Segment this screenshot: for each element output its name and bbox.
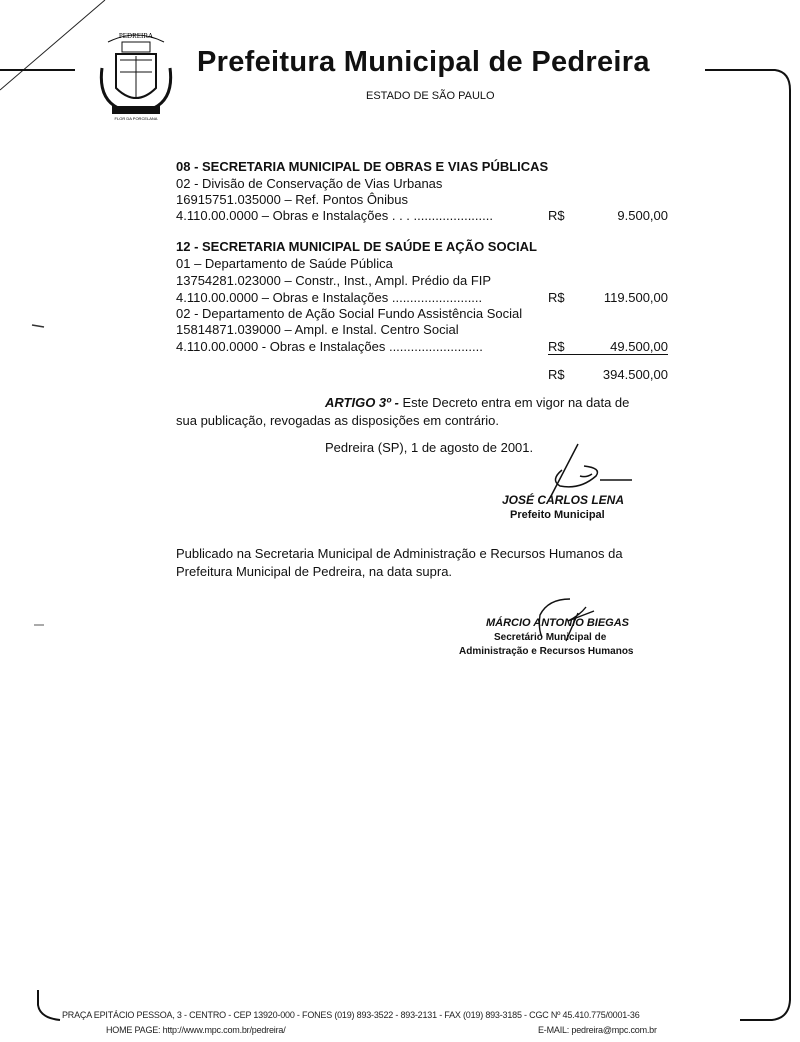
total-currency: R$ (548, 367, 565, 382)
section-heading: 12 - SECRETARIA MUNICIPAL DE SAÚDE E AÇÃO SOCIAL (176, 239, 537, 254)
section-heading: 08 - SECRETARIA MUNICIPAL DE OBRAS E VIAS PÚBLICAS (176, 159, 549, 174)
department-line: 02 - Departamento de Ação Social Fundo Assistência Social (176, 306, 523, 321)
item-line: 4.110.00.0000 - Obras e Instalações .......................... (176, 339, 483, 354)
artigo-label: ARTIGO 3º - (325, 395, 399, 410)
footer-email: E-MAIL: pedreira@mpc.com.br (538, 1025, 657, 1035)
mayor-name: JOSÉ CARLOS LENA (502, 493, 625, 507)
artigo-text: Este Decreto entra em vigor na data de (402, 395, 630, 410)
secretary-role: Administração e Recursos Humanos (459, 646, 634, 657)
item-line: 4.110.00.0000 – Obras e Instalações ......................... (176, 290, 483, 305)
sum-rule (548, 354, 668, 355)
currency: R$ (548, 339, 565, 354)
publication-text: Publicado na Secretaria Municipal de Administração e Recursos Humanos da (176, 546, 623, 561)
department-line: 01 – Departamento de Saúde Pública (176, 256, 393, 271)
item-line: 4.110.00.0000 – Obras e Instalações . . . ...................... (176, 208, 493, 223)
amount: 119.500,00 (603, 290, 668, 305)
svg-text:FLOR DA PORCELANA: FLOR DA PORCELANA (114, 116, 158, 121)
state-subtitle: ESTADO DE SÃO PAULO (366, 90, 495, 102)
secretary-role: Secretário Municipal de (494, 632, 607, 643)
currency: R$ (548, 208, 565, 223)
artigo-text: sua publicação, revogadas as disposições em contrário. (176, 413, 500, 428)
page-title: Prefeitura Municipal de Pedreira (197, 46, 650, 78)
project-line: 16915751.035000 – Ref. Pontos Ônibus (176, 192, 409, 207)
svg-text:PEDREIRA: PEDREIRA (118, 32, 154, 40)
project-line: 15814871.039000 – Ampl. e Instal. Centro Social (176, 322, 459, 337)
currency: R$ (548, 290, 565, 305)
amount: 9.500,00 (617, 208, 668, 223)
mayor-role: Prefeito Municipal (510, 509, 605, 521)
signature-mayor (540, 440, 640, 500)
footer-address: PRAÇA EPITÁCIO PESSOA, 3 - CENTRO - CEP 13920-000 - FONES (019) 893-3522 - 893-2131 - FAX (019) 893-3185 - CGC Nº 45.410.775/0001-36 (62, 1010, 640, 1020)
division-line: 02 - Divisão de Conservação de Vias Urbanas (176, 176, 443, 191)
amount: 49.500,00 (610, 339, 668, 354)
municipal-coat-of-arms-logo (98, 28, 174, 124)
secretary-name: MÁRCIO ANTONIO BIEGAS (486, 617, 630, 629)
publication-text: Prefeitura Municipal de Pedreira, na data supra. (176, 564, 453, 579)
footer-homepage: HOME PAGE: http://www.mpc.com.br/pedreira/ (106, 1025, 286, 1035)
total-amount: 394.500,00 (602, 367, 668, 382)
project-line: 13754281.023000 – Constr., Inst., Ampl. Prédio da FIP (176, 273, 492, 288)
date-line: Pedreira (SP), 1 de agosto de 2001. (325, 440, 534, 455)
